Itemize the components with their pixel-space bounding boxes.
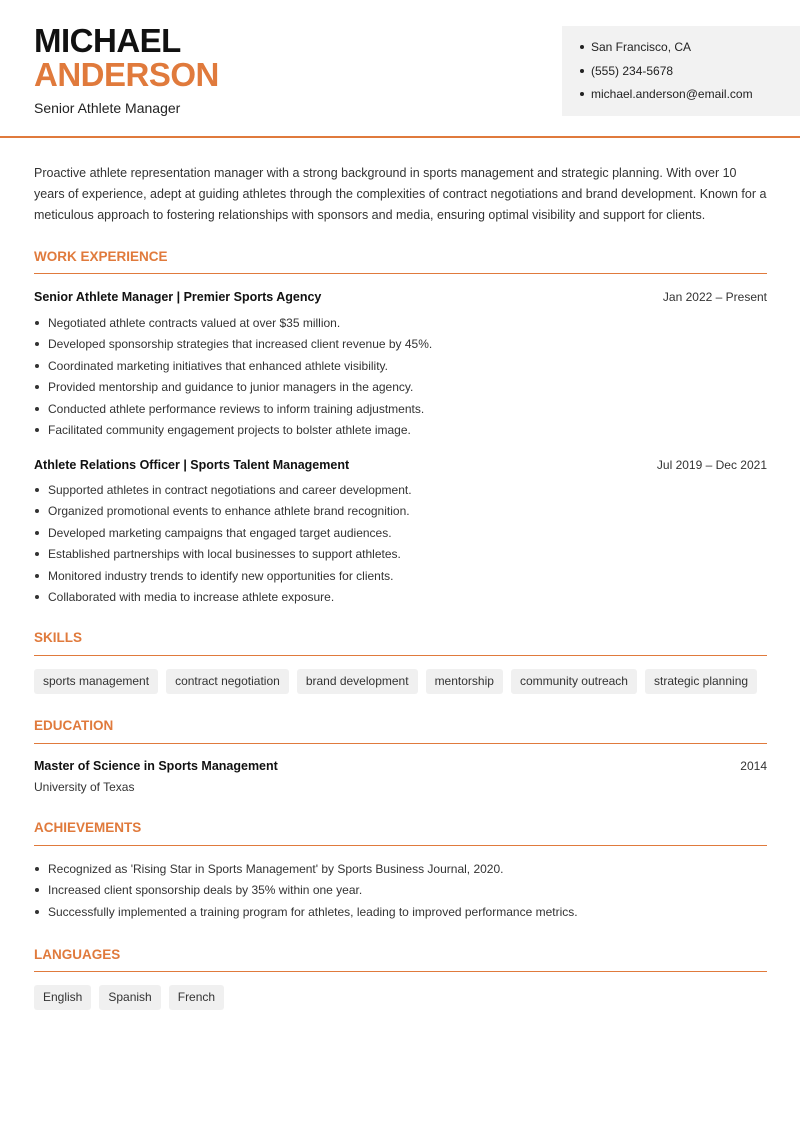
skills-list — [34, 669, 757, 694]
list-item: Coordinated marketing initiatives that enhanced athlete visibility. — [34, 359, 769, 380]
skill-chip: sports management — [34, 669, 158, 694]
list-item: Negotiated athlete contracts valued at over $35 million. — [34, 316, 769, 337]
bullet-icon — [35, 531, 39, 535]
bullet-icon — [580, 69, 584, 73]
bullet-icon — [580, 45, 584, 49]
bullet-icon — [35, 552, 39, 556]
bullet-icon — [35, 407, 39, 411]
job-header — [34, 290, 767, 304]
skill-chip: strategic planning — [645, 669, 757, 694]
bullet-icon — [35, 385, 39, 389]
job-dates: Jan 2022 – Present — [662, 290, 767, 304]
list-item: Established partnerships with local businesses to support athletes. — [34, 547, 769, 568]
section-divider — [34, 971, 767, 972]
section-title-work: WORK EXPERIENCE — [34, 249, 168, 264]
languages-list — [34, 985, 224, 1010]
skill-chip: brand development — [297, 669, 418, 694]
job-header — [34, 458, 767, 472]
section-divider — [34, 743, 767, 744]
bullet-icon — [35, 321, 39, 325]
list-item: Organized promotional events to enhance athlete brand recognition. — [34, 504, 769, 525]
section-title-skills: SKILLS — [34, 630, 83, 645]
list-item: Successfully implemented a training program for athletes, leading to improved performance metrics. — [34, 905, 769, 926]
list-item: Provided mentorship and guidance to junior managers in the agency. — [34, 380, 769, 401]
job-dates: Jul 2019 – Dec 2021 — [656, 458, 767, 472]
contact-box — [562, 26, 800, 116]
contact-location: San Francisco, CA — [580, 40, 800, 64]
bullet-icon — [35, 428, 39, 432]
bullet-icon — [580, 92, 584, 96]
bullet-icon — [35, 888, 39, 892]
language-chip: French — [169, 985, 224, 1010]
bullet-icon — [35, 574, 39, 578]
section-divider — [34, 655, 767, 656]
section-title-achievements: ACHIEVEMENTS — [34, 820, 142, 835]
job-title: Senior Athlete Manager — [34, 100, 181, 116]
skill-chip: mentorship — [426, 669, 503, 694]
education-degree: Master of Science in Sports Management — [34, 759, 278, 773]
section-title-languages: LANGUAGES — [34, 947, 121, 962]
bullet-icon — [35, 910, 39, 914]
section-divider — [34, 273, 767, 274]
achievement-bullets — [34, 862, 769, 926]
bullet-icon — [35, 342, 39, 346]
bullet-icon — [35, 488, 39, 492]
summary: Proactive athlete representation manager with a strong background in sports management and strategic planning. With over 10 years of experience, adept at guiding athletes through the complexities of contract negotiations and brand development. Known for a meticulous approach to fostering relationships with sponsors and media, ensuring optimal visibility and support for clients. — [34, 166, 767, 222]
list-item: Recognized as 'Rising Star in Sports Management' by Sports Business Journal, 2020. — [34, 862, 769, 883]
language-chip: English — [34, 985, 91, 1010]
contact-phone: (555) 234-5678 — [580, 64, 800, 88]
list-item: Facilitated community engagement projects to bolster athlete image. — [34, 423, 769, 444]
job-bullets — [34, 483, 769, 611]
list-item: Developed marketing campaigns that engaged target audiences. — [34, 526, 769, 547]
skill-chip: contract negotiation — [166, 669, 289, 694]
list-item: Developed sponsorship strategies that increased client revenue by 45%. — [34, 337, 769, 358]
list-item: Conducted athlete performance reviews to inform training adjustments. — [34, 402, 769, 423]
bullet-icon — [35, 364, 39, 368]
education-school: University of Texas — [34, 780, 135, 794]
list-item: Increased client sponsorship deals by 35% within one year. — [34, 883, 769, 904]
language-chip: Spanish — [99, 985, 160, 1010]
list-item: Collaborated with media to increase athlete exposure. — [34, 590, 769, 611]
section-title-education: EDUCATION — [34, 718, 114, 733]
contact-email: michael.anderson@email.com — [580, 87, 800, 111]
first-name: MICHAEL — [34, 22, 181, 59]
bullet-icon — [35, 595, 39, 599]
job-role: Athlete Relations Officer | Sports Talent Management — [34, 458, 350, 472]
list-item: Supported athletes in contract negotiations and career development. — [34, 483, 769, 504]
section-divider — [34, 845, 767, 846]
bullet-icon — [35, 509, 39, 513]
job-bullets — [34, 316, 769, 444]
resume-header — [0, 0, 800, 138]
last-name: ANDERSON — [34, 56, 219, 93]
list-item: Monitored industry trends to identify new opportunities for clients. — [34, 569, 769, 590]
education-year: 2014 — [740, 759, 767, 773]
skill-chip: community outreach — [511, 669, 637, 694]
bullet-icon — [35, 867, 39, 871]
job-role: Senior Athlete Manager | Premier Sports Agency — [34, 290, 322, 304]
